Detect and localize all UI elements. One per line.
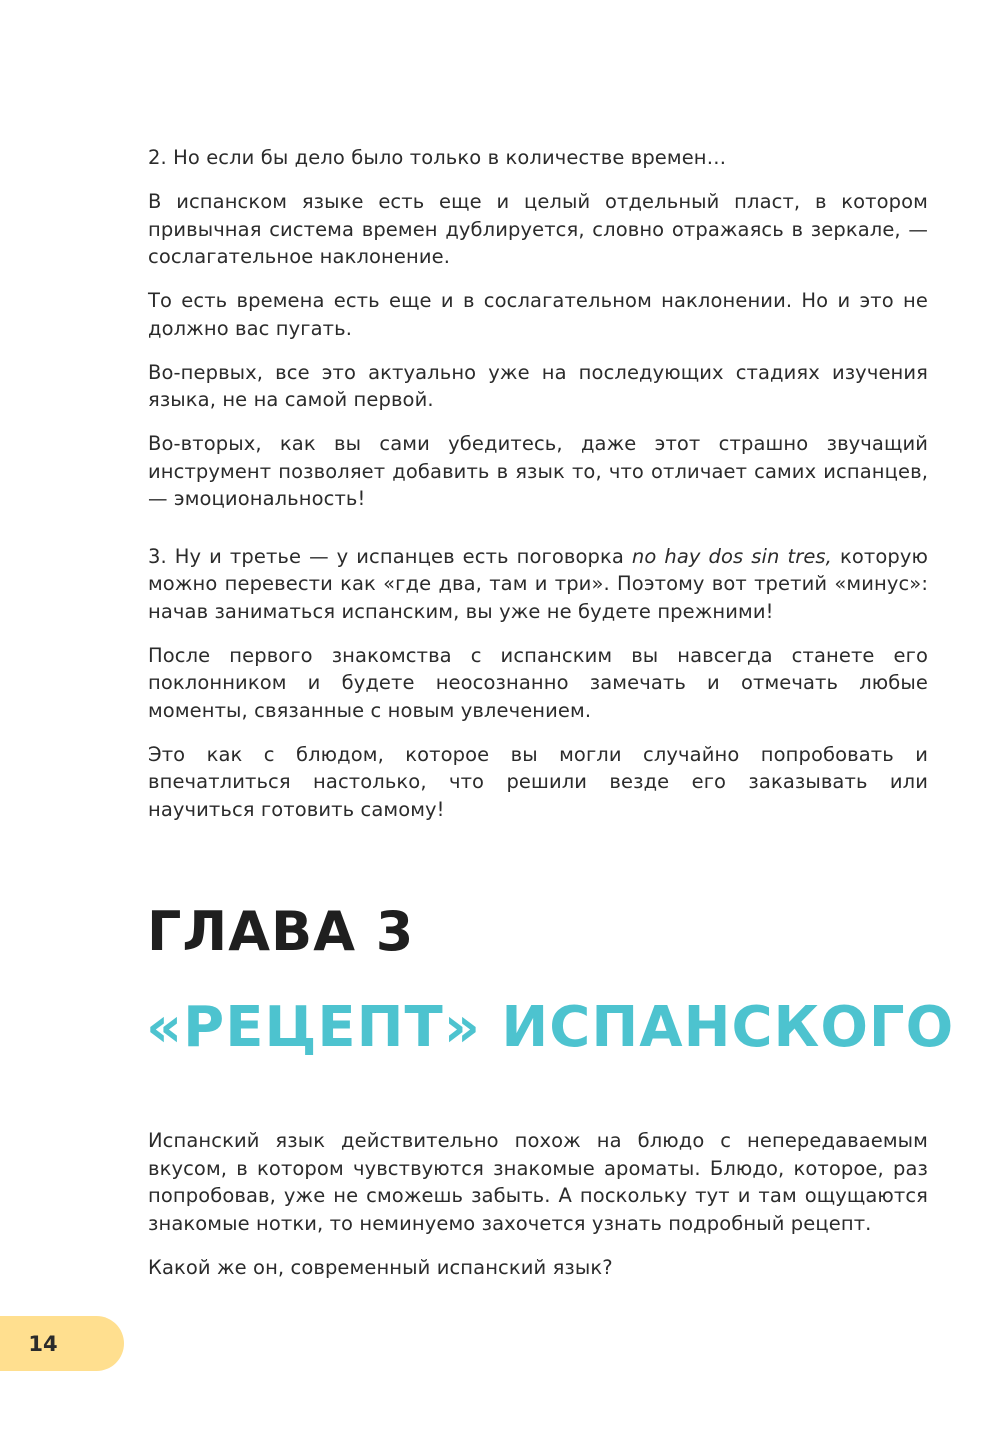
body-text-top: [148, 144, 928, 840]
paragraph: 2. Но если бы дело было только в количестве времен…: [148, 146, 727, 169]
paragraph-text: 3. Ну и третье — у испанцев есть поговорка: [148, 544, 632, 568]
paragraph-with-proverb: [148, 543, 928, 626]
chapter-label: ГЛАВА 3: [147, 900, 415, 963]
paragraph: Испанский язык действительно похож на блюдо с непередаваемым вкусом, в котором чувствуются знакомые ароматы. Блюдо, которое, раз попробовав, уже не сможешь забыть. А поскольку тут и там ощущаются знакомые нотки, то неминуемо захочется узнать подробный рецепт.: [148, 1129, 928, 1235]
paragraph: Во-первых, все это актуально уже на последующих стадиях изучения языка, не на самой первой.: [148, 360, 928, 411]
chapter-title: «РЕЦЕПТ» ИСПАНСКОГО: [146, 995, 955, 1060]
paragraph: После первого знакомства с испанским вы навсегда станете его поклонником и будете неосознанно замечать и отмечать любые моменты, связанные с новым увлечением.: [148, 643, 928, 722]
paragraph: В испанском языке есть еще и целый отдельный пласт, в котором привычная система времен дублируется, словно отражаясь в зеркале, — сослагательное наклонение.: [148, 190, 928, 268]
paragraph: То есть времена есть еще и в сослагательном наклонении. Но и это не должно вас пугать.: [148, 289, 928, 340]
paragraph: Во-вторых, как вы сами убедитесь, даже этот страшно звучащий инструмент позволяет добавить в язык то, что отличает самих испанцев, — эмоциональность!: [148, 432, 928, 510]
paragraph: Какой же он, современный испанский язык?: [148, 1255, 613, 1279]
paragraph-text: которую можно перевести как «где два, там и три». Поэтому вот третий «минус»: начав заниматься испанским, вы уже не будете прежними!: [148, 544, 928, 623]
page-number: 14: [28, 1331, 58, 1356]
paragraph: Это как с блюдом, которое вы могли случайно попробовать и впечатлиться настолько, что решили везде его заказывать или научиться готовить самому!: [148, 742, 928, 821]
page-number-tab: [0, 1316, 124, 1371]
body-text-bottom: [148, 1127, 928, 1298]
spanish-proverb: no hay dos sin tres,: [631, 544, 832, 568]
